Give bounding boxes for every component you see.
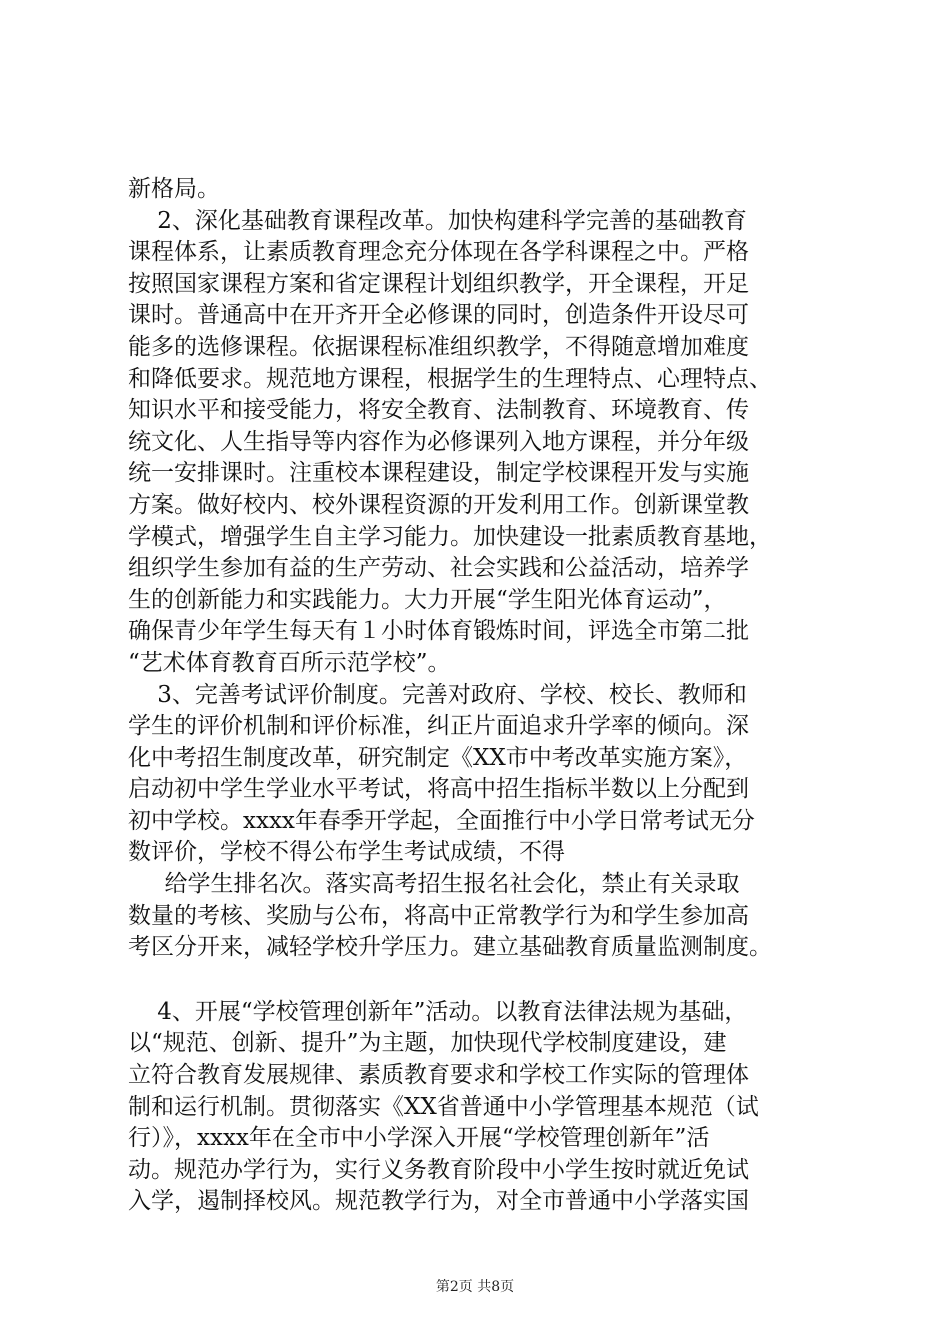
page-footer: 第2页 共8页 — [435, 1279, 515, 1295]
text-line: 数评价，学校不得公布学生考试成绩，不得 — [128, 839, 565, 866]
text-line: 新格局。 — [128, 176, 220, 202]
text-line: 化中考招生制度改革，研究制定《XX市中考改革实施方案》， — [128, 744, 748, 771]
text-line: 入学，遏制择校风。规范教学行为，对全市普通中小学落实国 — [128, 1188, 749, 1215]
text-line: 初中学校。xxxx年春季开学起，全面推行中小学日常考试无分 — [128, 807, 755, 834]
text-line: “艺术体育教育百所示范学校”。 — [128, 649, 451, 676]
text-line: 按照国家课程方案和省定课程计划组织教学，开全课程，开足 — [128, 270, 749, 297]
text-line: 知识水平和接受能力，将安全教育、法制教育、环境教育、传 — [128, 397, 749, 424]
text-line: 确保青少年学生每天有１小时体育锻炼时间，评选全市第二批 — [128, 618, 749, 645]
text-line: 能多的选修课程。依据课程标准组织教学，不得随意增加难度 — [128, 333, 749, 360]
text-line: 生的创新能力和实践能力。大力开展“学生阳光体育运动”， — [128, 586, 727, 613]
text-line: 组织学生参加有益的生产劳动、社会实践和公益活动，培养学 — [128, 555, 749, 582]
text-line: 2、深化基础教育课程改革。加快构建科学完善的基础教育 — [128, 207, 747, 234]
text-line: 和降低要求。规范地方课程，根据学生的生理特点、心理特点、 — [128, 365, 772, 392]
text-line: 课程体系，让素质教育理念充分体现在各学科课程之中。严格 — [128, 239, 749, 266]
text-line: 动。规范办学行为，实行义务教育阶段中小学生按时就近免试 — [128, 1156, 749, 1183]
text-line: 给学生排名次。落实高考招生报名社会化，禁止有关录取 — [128, 871, 740, 898]
text-line: 统一安排课时。注重校本课程建设，制定学校课程开发与实施 — [128, 460, 749, 487]
text-line: 以“规范、创新、提升”为主题，加快现代学校制度建设，建 — [128, 1030, 727, 1057]
text-line: 4、开展“学校管理创新年”活动。以教育法律法规为基础， — [128, 998, 748, 1025]
text-line: 考区分开来，减轻学校升学压力。建立基础教育质量监测制度。 — [128, 934, 772, 961]
text-line: 3、完善考试评价制度。完善对政府、学校、校长、教师和 — [128, 681, 747, 708]
text-line: 启动初中学生学业水平考试，将高中招生指标半数以上分配到 — [128, 776, 749, 803]
text-line: 方案。做好校内、校外课程资源的开发利用工作。创新课堂教 — [128, 491, 749, 518]
text-line: 统文化、人生指导等内容作为必修课列入地方课程，并分年级 — [128, 428, 749, 455]
text-line: 数量的考核、奖励与公布，将高中正常教学行为和学生参加高 — [128, 902, 749, 929]
text-line: 学生的评价机制和评价标准，纠正片面追求升学率的倾向。深 — [128, 713, 749, 740]
text-line: 立符合教育发展规律、素质教育要求和学校工作实际的管理体 — [128, 1062, 749, 1089]
text-line: 课时。普通高中在开齐开全必修课的同时，创造条件开设尽可 — [128, 302, 749, 329]
text-line: 学模式，增强学生自主学习能力。加快建设一批素质教育基地， — [128, 523, 772, 550]
text-line: 制和运行机制。贯彻落实《XX省普通中小学管理基本规范（试 — [128, 1093, 759, 1120]
text-line: 行）》，xxxx年在全市中小学深入开展“学校管理创新年”活 — [128, 1125, 710, 1152]
document-body — [128, 174, 868, 1218]
